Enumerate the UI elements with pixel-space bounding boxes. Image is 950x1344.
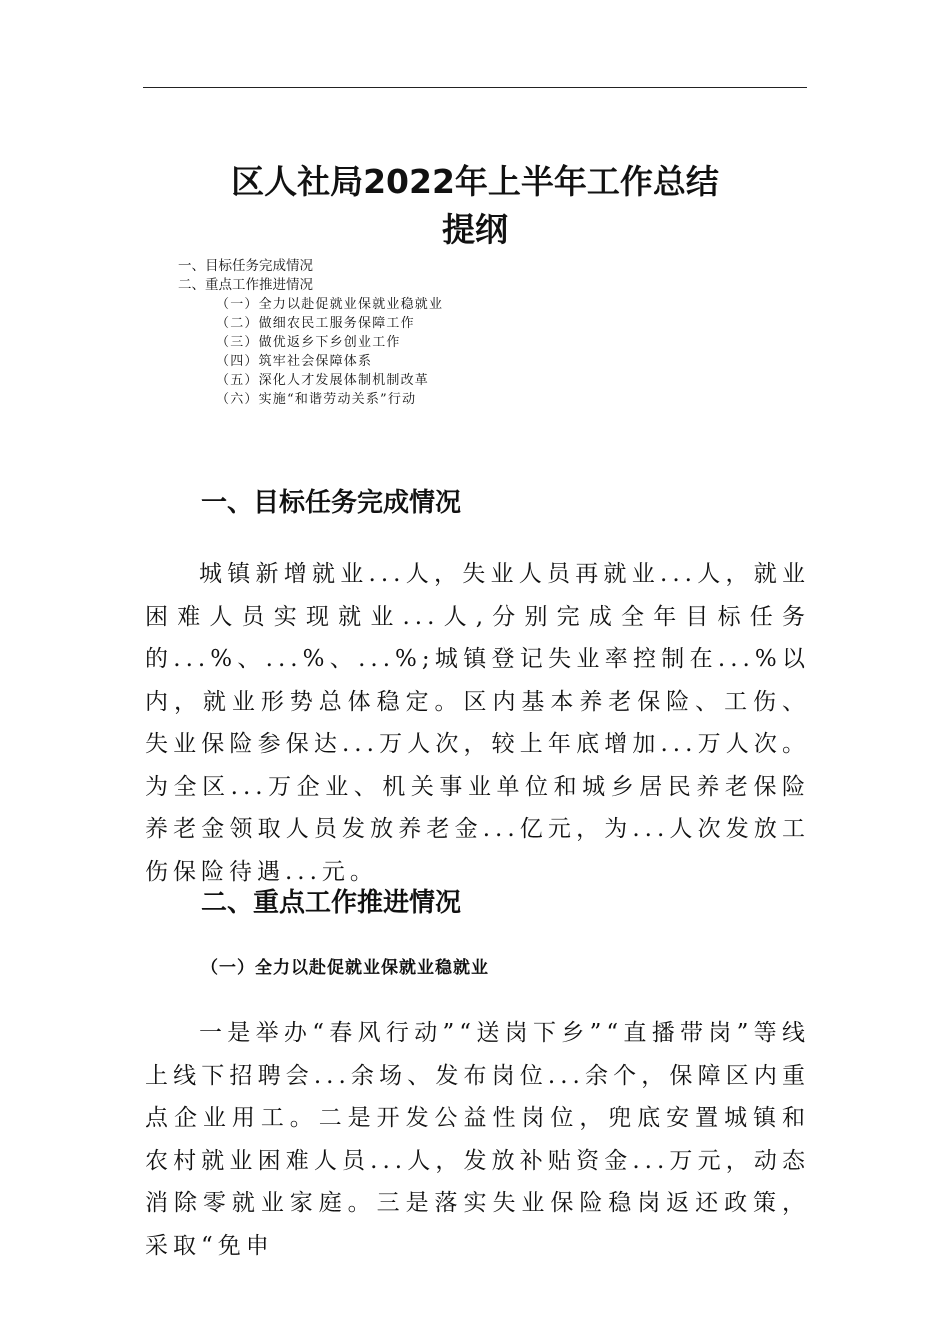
section1-paragraph: 城镇新增就业...人，失业人员再就业...人，就业困难人员实现就业...人,分别完成全年目标任务的...%、...%、...%;城镇登记失业率控制在...%以内，就业形势总体稳定。区内基本养老保险、工伤、失业保险参保达...万人次，较上年底增加...万人次。为全区...万企业、机关事业单位和城乡居民养老保险养老金领取人员发放养老金...亿元，为...人次发放工伤保险待遇...元。	[145, 561, 810, 885]
document-subtitle: 提纲	[442, 210, 508, 249]
outline-level1	[178, 257, 313, 295]
outline-level2	[216, 295, 443, 409]
section2-paragraph: 一是举办“春风行动”“送岗下乡”“直播带岗”等线上线下招聘会...余场、发布岗位...余个，保障区内重点企业用工。二是开发公益性岗位，兜底安置城镇和农村就业困难人员...人，发放补贴资金...万元，动态消除零就业家庭。三是落实失业保险稳岗返还政策，采取“免申	[145, 1020, 810, 1259]
outline-subitem: （五）深化人才发展体制机制改革	[216, 373, 430, 388]
section1-heading: 一、目标任务完成情况	[201, 488, 462, 518]
outline-subitem: （四）筑牢社会保障体系	[216, 354, 373, 369]
section2-subheading: （一）全力以赴促就业保就业稳就业	[201, 958, 489, 978]
outline-subitem: （三）做优返乡下乡创业工作	[216, 335, 401, 350]
outline-item: 一、目标任务完成情况	[178, 258, 313, 274]
section2-heading: 二、重点工作推进情况	[201, 888, 462, 918]
outline-subitem: （二）做细农民工服务保障工作	[216, 316, 415, 331]
outline-subitem: （一）全力以赴促就业保就业稳就业	[216, 297, 444, 312]
document-title: 区人社局2022年上半年工作总结	[231, 162, 719, 201]
outline-item: 二、重点工作推进情况	[178, 277, 313, 293]
header-rule	[143, 87, 807, 88]
outline-subitem: （六）实施“和谐劳动关系”行动	[216, 392, 417, 407]
